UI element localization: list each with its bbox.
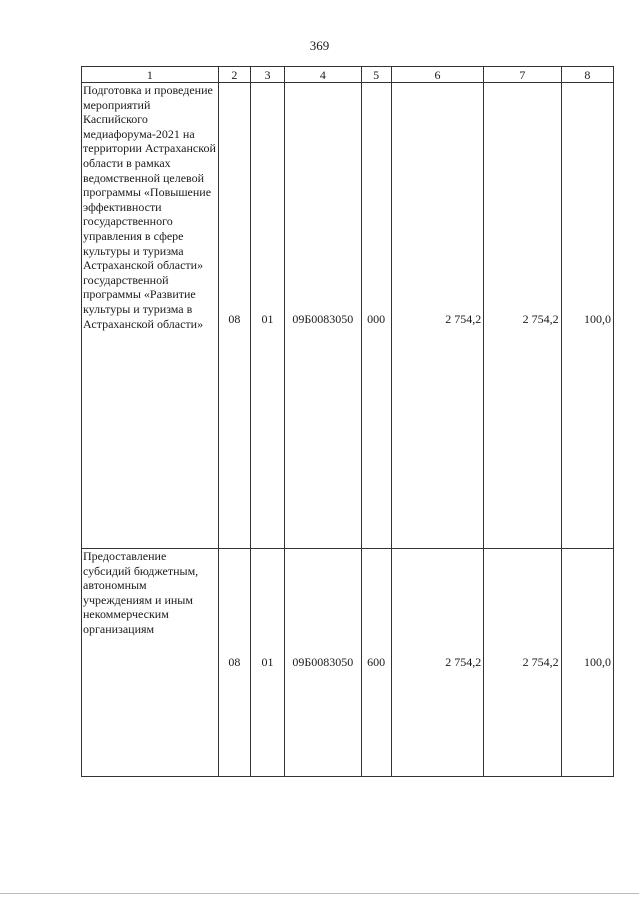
header-col-8: 8 xyxy=(561,67,613,83)
budget-table-container xyxy=(81,66,614,777)
row-description xyxy=(82,549,219,777)
cell-section-value: 08 xyxy=(228,312,241,326)
header-col-7: 7 xyxy=(484,67,561,83)
cell-percent xyxy=(561,83,613,549)
cell-subsection-value: 01 xyxy=(261,655,274,669)
cell-plan-amount xyxy=(391,549,484,777)
cell-expense-type xyxy=(361,83,391,549)
table-row xyxy=(82,83,614,549)
row-description-text: Предоставление субсидий бюджетным, автономным учреждениям и иным некоммерческим организациям xyxy=(83,549,199,636)
table-row xyxy=(82,549,614,777)
page-number: 369 xyxy=(309,38,330,53)
cell-percent-value: 100,0 xyxy=(584,655,611,669)
cell-expense-type-value: 000 xyxy=(367,312,386,326)
cell-actual-amount xyxy=(484,549,561,777)
cell-subsection xyxy=(250,83,284,549)
cell-plan-amount xyxy=(391,83,484,549)
header-col-4: 4 xyxy=(285,67,361,83)
header-col-6: 6 xyxy=(391,67,484,83)
header-col-5: 5 xyxy=(361,67,391,83)
header-col-2: 2 xyxy=(218,67,250,83)
cell-plan-amount-value: 2 754,2 xyxy=(445,312,482,326)
cell-target-code-value: 09Б0083050 xyxy=(292,655,354,669)
cell-actual-amount xyxy=(484,83,561,549)
cell-target-code xyxy=(285,549,361,777)
cell-target-code-value: 09Б0083050 xyxy=(292,312,354,326)
cell-section-value: 08 xyxy=(228,655,241,669)
cell-section xyxy=(218,83,250,549)
cell-actual-amount-value: 2 754,2 xyxy=(522,312,559,326)
budget-table xyxy=(81,66,614,777)
cell-target-code xyxy=(285,83,361,549)
cell-percent xyxy=(561,549,613,777)
table-header-row xyxy=(82,67,614,83)
cell-subsection-value: 01 xyxy=(261,312,274,326)
scan-artifact-line xyxy=(0,893,639,894)
row-description xyxy=(82,83,219,549)
cell-actual-amount-value: 2 754,2 xyxy=(522,655,559,669)
header-col-1: 1 xyxy=(82,67,219,83)
cell-expense-type xyxy=(361,549,391,777)
cell-subsection xyxy=(250,549,284,777)
cell-percent-value: 100,0 xyxy=(584,312,611,326)
cell-expense-type-value: 600 xyxy=(367,655,386,669)
cell-plan-amount-value: 2 754,2 xyxy=(445,655,482,669)
header-col-3: 3 xyxy=(250,67,284,83)
row-description-text: Подготовка и проведение мероприятий Каспийского медиафорума-2021 на территории Астраханской области в рамках ведомственной целевой программы «Повышение эффективности государственного управления в сфере культуры и туризма Астраханской области» государственной программы «Развитие культуры и туризма в Астраханской области» xyxy=(83,83,216,331)
cell-section xyxy=(218,549,250,777)
